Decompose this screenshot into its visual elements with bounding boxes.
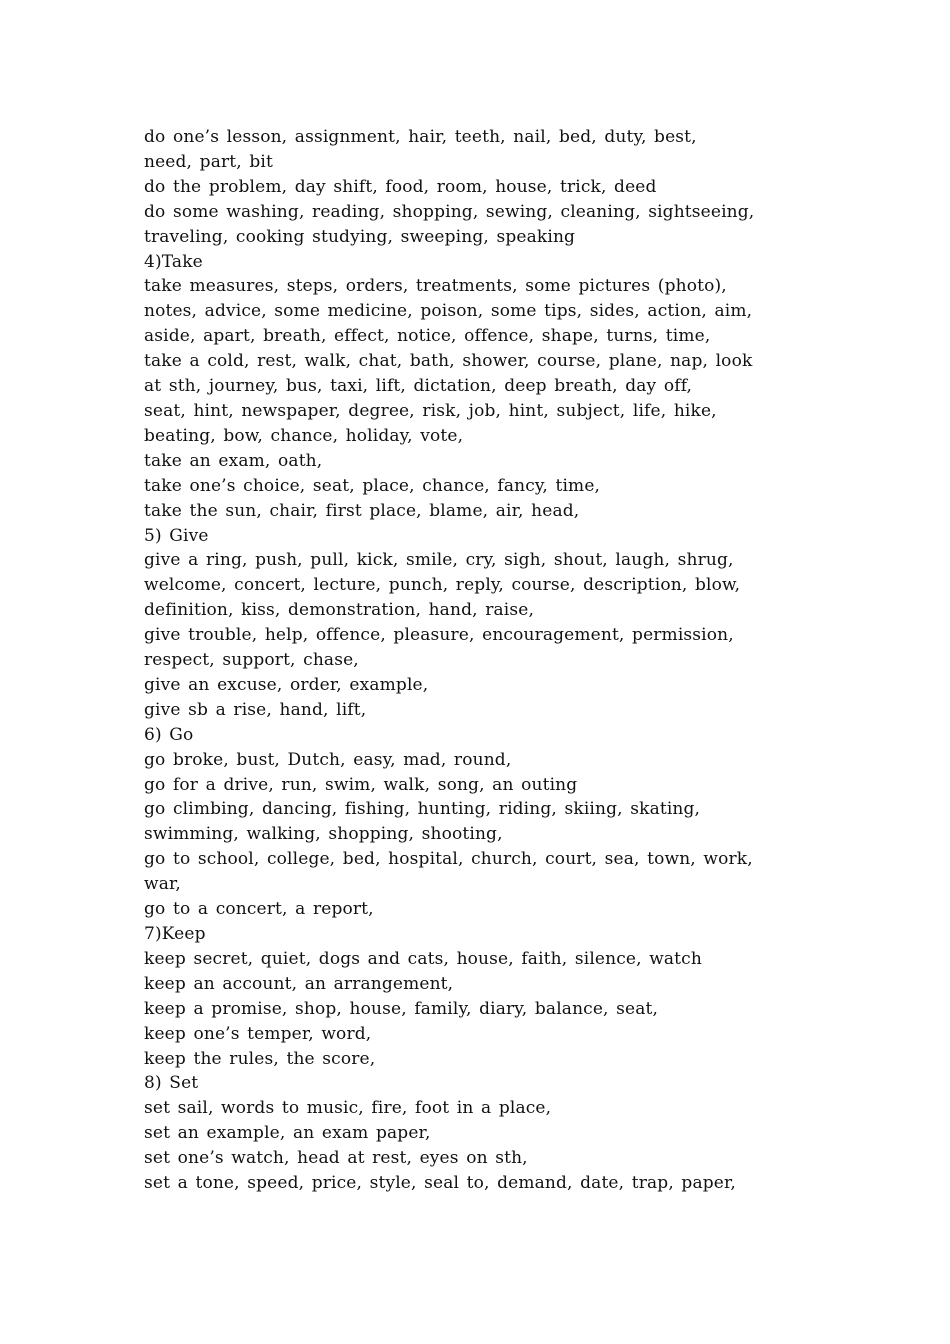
section-heading-go: 6) Go (144, 724, 194, 745)
section-heading-keep: 7)Keep (144, 924, 206, 944)
text-line: do one’s lesson, assignment, hair, teeth, nail, bed, duty, best, (144, 127, 697, 147)
text-line: beating, bow, chance, holiday, vote, (144, 425, 464, 446)
text-line: set an example, an exam paper, (144, 1123, 431, 1144)
text-line: do some washing, reading, shopping, sewing, cleaning, sightseeing, (144, 201, 755, 222)
text-line: swimming, walking, shopping, shooting, (144, 824, 503, 845)
text-line: keep a promise, shop, house, family, diary, balance, seat, (144, 998, 659, 1019)
text-line: need, part, bit (144, 151, 273, 172)
text-line: take an exam, oath, (144, 450, 323, 471)
section-heading-set: 8) Set (144, 1073, 199, 1094)
text-line: welcome, concert, lecture, punch, reply, course, description, blow, (144, 575, 741, 596)
text-line: go to school, college, bed, hospital, church, court, sea, town, work, (144, 849, 753, 870)
section-heading-give: 5) Give (144, 525, 209, 546)
text-line: notes, advice, some medicine, poison, some tips, sides, action, aim, (144, 301, 753, 322)
text-line: go to a concert, a report, (144, 899, 374, 920)
text-line: seat, hint, newspaper, degree, risk, job, hint, subject, life, hike, (144, 400, 717, 421)
text-line: go for a drive, run, swim, walk, song, an outing (144, 774, 578, 795)
text-line: take the sun, chair, first place, blame, air, head, (144, 500, 580, 521)
text-line: keep one’s temper, word, (144, 1023, 372, 1044)
text-line: keep the rules, the score, (144, 1048, 376, 1069)
text-line: give trouble, help, offence, pleasure, encouragement, permission, (144, 625, 734, 646)
text-line: do the problem, day shift, food, room, house, trick, deed (144, 176, 657, 197)
text-line: respect, support, chase, (144, 650, 359, 671)
text-line: definition, kiss, demonstration, hand, raise, (144, 600, 534, 621)
text-line: aside, apart, breath, effect, notice, offence, shape, turns, time, (144, 326, 711, 347)
text-line: give sb a rise, hand, lift, (144, 699, 367, 720)
text-line: keep an account, an arrangement, (144, 973, 454, 994)
text-line: set a tone, speed, price, style, seal to, demand, date, trap, paper, (144, 1173, 736, 1194)
text-line: keep secret, quiet, dogs and cats, house, faith, silence, watch (144, 948, 702, 969)
text-line: give a ring, push, pull, kick, smile, cry, sigh, shout, laugh, shrug, (144, 550, 734, 571)
text-line: war, (144, 874, 181, 895)
document-body (144, 125, 814, 1196)
text-line: traveling, cooking studying, sweeping, speaking (144, 226, 576, 247)
text-line: take a cold, rest, walk, chat, bath, shower, course, plane, nap, look (144, 351, 753, 372)
text-line: set sail, words to music, fire, foot in a place, (144, 1098, 552, 1119)
text-line: take measures, steps, orders, treatments, some pictures (photo), (144, 276, 727, 297)
text-line: set one’s watch, head at rest, eyes on sth, (144, 1148, 528, 1169)
text-line: take one’s choice, seat, place, chance, fancy, time, (144, 475, 601, 496)
text-line: give an excuse, order, example, (144, 674, 429, 695)
text-line: go climbing, dancing, fishing, hunting, riding, skiing, skating, (144, 799, 701, 820)
section-heading-take: 4)Take (144, 251, 203, 272)
text-line: at sth, journey, bus, taxi, lift, dictation, deep breath, day off, (144, 376, 693, 397)
text-line: go broke, bust, Dutch, easy, mad, round, (144, 749, 512, 770)
